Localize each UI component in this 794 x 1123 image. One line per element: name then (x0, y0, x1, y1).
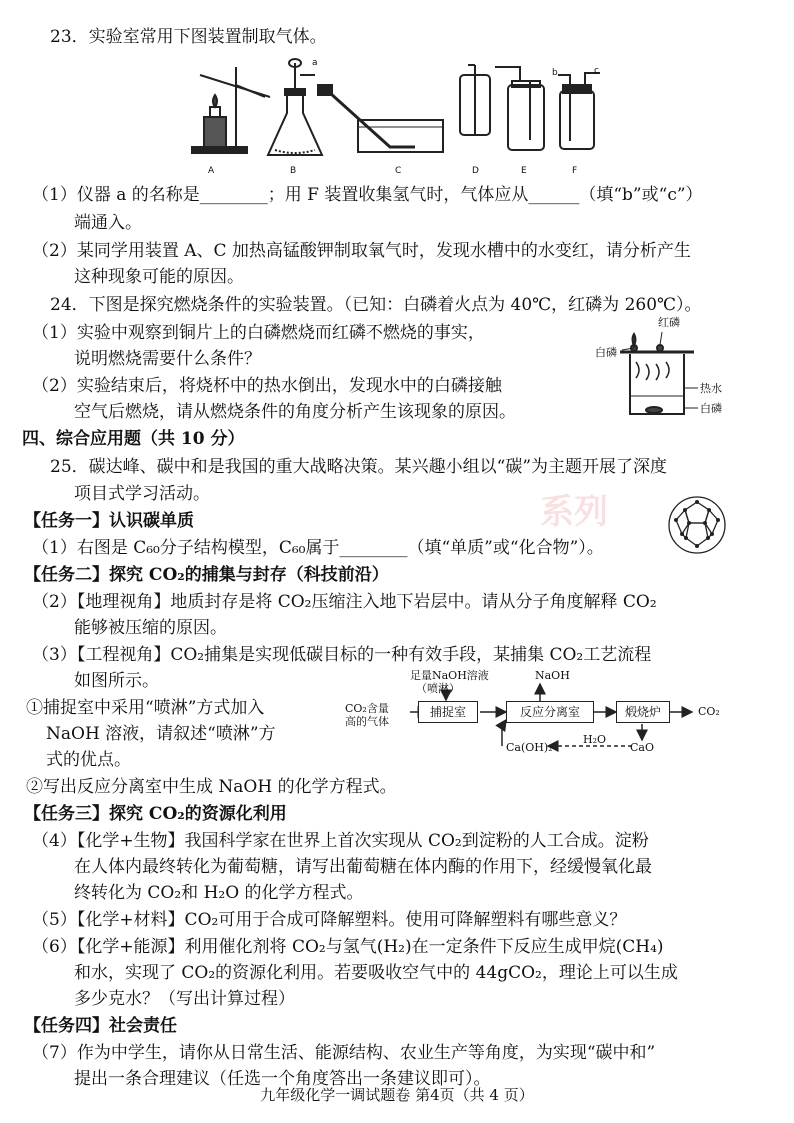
q23-part2-line1: （2）某同学用装置 A、C 加热高锰酸钾制取氧气时，发现水槽中的水变红，请分析产生 (32, 241, 691, 261)
q25-part2-line2: 能够被压缩的原因。 (74, 618, 227, 638)
q25-part1: （1）右图是 C₆₀分子结构模型，C₆₀属于________（填“单质”或“化合物”）。 (32, 538, 604, 558)
q24-stem: 24．下图是探究燃烧条件的实验装置。（已知：白磷着火点为 40℃，红磷为 260℃）。 (50, 295, 702, 315)
watermark: 系列 (540, 492, 608, 532)
label-small-a: a (312, 58, 318, 68)
flow-cao: CaO (630, 741, 654, 754)
q25-part7-line2: 提出一条合理建议（任选一个角度答出一条建议即可）。 (74, 1069, 491, 1089)
fig-white-phosphorus: 白磷 (595, 346, 617, 359)
flow-naoh-input-line2: （喷淋） (416, 682, 460, 695)
q23-stem: 23．实验室常用下图装置制取气体。 (50, 27, 327, 47)
q24-part2-line1: （2）实验结束后，将烧杯中的热水倒出，发现水中的白磷接触 (32, 376, 502, 396)
label-b: B (290, 166, 297, 176)
task2-title: 【任务二】探究 CO₂的捕集与封存（科技前沿） (24, 565, 389, 585)
q25-part3-q2: ②写出反应分离室中生成 NaOH 的化学方程式。 (26, 777, 397, 797)
flow-box-calciner: 煅烧炉 (616, 701, 670, 723)
label-small-b: b (552, 68, 558, 78)
q25-part4-line1: （4）【化学+生物】我国科学家在世界上首次实现从 CO₂到淀粉的人工合成。淀粉 (32, 831, 649, 851)
apparatus-b (268, 59, 322, 155)
q25-part4-line3: 终转化为 CO₂和 H₂O 的化学方程式。 (74, 883, 364, 903)
apparatus-a (192, 67, 270, 153)
label-d: D (472, 166, 479, 176)
task1-title: 【任务一】认识碳单质 (24, 511, 194, 531)
q25-part2-line1: （2）【地理视角】地质封存是将 CO₂压缩注入地下岩层中。请从分子角度解释 CO₂ (32, 592, 657, 612)
apparatus-d (460, 65, 490, 135)
apparatus-e (495, 67, 544, 150)
apparatus-f (558, 73, 600, 149)
label-small-c: c (594, 66, 599, 76)
q24-part1-line2: 说明燃烧需要什么条件？ (74, 349, 261, 369)
page-footer: 九年级化学一调试题卷 第4页（共 4 页） (260, 1086, 534, 1104)
flow-box-capture: 捕捉室 (418, 701, 478, 723)
q25-stem-line2: 项目式学习活动。 (74, 484, 210, 504)
q25-part7-line1: （7）作为中学生，请你从日常生活、能源结构、农业生产等角度，为实现“碳中和” (32, 1043, 656, 1063)
q25-part3-line1: （3）【工程视角】CO₂捕集是实现低碳目标的一种有效手段，某捕集 CO₂工艺流程 (32, 645, 652, 665)
q24-part1-line1: （1）实验中观察到铜片上的白磷燃烧而红磷不燃烧的事实， (32, 323, 485, 343)
q25-stem-line1: 25．碳达峰、碳中和是我国的重大战略决策。某兴趣小组以“碳”为主题开展了深度 (50, 457, 668, 477)
label-f: F (572, 166, 578, 176)
flow-source-line2: 高的气体 (345, 715, 389, 728)
q25-part4-line2: 在人体内最终转化为葡萄糖，请写出葡萄糖在体内酶的作用下，经缓慢氧化最 (74, 857, 652, 877)
q23-part1-line2: 端通入。 (74, 213, 142, 233)
q23-part2-line2: 这种现象可能的原因。 (74, 267, 244, 287)
q25-part6-line1: （6）【化学+能源】利用催化剂将 CO₂与氢气(H₂)在一定条件下反应生成甲烷(CH₄) (32, 937, 664, 957)
flow-naoh-input-line1: 足量NaOH溶液 (410, 669, 489, 682)
flow-box-separation: 反应分离室 (506, 701, 594, 723)
flow-source-line1: CO₂含量 (345, 702, 389, 715)
q25-part3-q1-line1: ①捕捉室中采用“喷淋”方式加入 (26, 698, 265, 718)
q25-part3-q1-line3: 式的优点。 (46, 750, 131, 770)
task3-title: 【任务三】探究 CO₂的资源化利用 (24, 804, 287, 824)
flow-co2-output: CO₂ (698, 705, 720, 718)
label-a: A (208, 166, 215, 176)
q25-part6-line3: 多少克水？（写出计算过程） (74, 989, 295, 1009)
label-e: E (521, 166, 527, 176)
section-title: 四、综合应用题（共 10 分） (22, 429, 245, 449)
q25-part3-q1-line2: NaOH 溶液，请叙述“喷淋”方 (46, 724, 276, 744)
fig-white-phosphorus-water: 白磷 (700, 402, 722, 415)
flow-h2o: H₂O (583, 733, 607, 746)
fig-red-phosphorus: 红磷 (658, 316, 680, 329)
fig-hot-water: 热水 (700, 382, 722, 395)
q24-part2-line2: 空气后燃烧，请从燃烧条件的角度分析产生该现象的原因。 (74, 402, 516, 422)
task4-title: 【任务四】社会责任 (24, 1016, 177, 1036)
flow-naoh-output: NaOH (535, 669, 570, 682)
q25-part5: （5）【化学+材料】CO₂可用于合成可降解塑料。使用可降解塑料有哪些意义？ (32, 910, 627, 930)
q25-part6-line2: 和水，实现了 CO₂的资源化利用。若要吸收空气中的 44gCO₂，理论上可以生成 (74, 963, 678, 983)
flow-caoh2: Ca(OH)₂ (506, 741, 553, 754)
combustion-figure (612, 318, 712, 422)
apparatus-c (318, 85, 443, 152)
q23-part1-line1: （1）仪器 a 的名称是________；用 F 装置收集氢气时，气体应从______（填“b”或“c”） (32, 185, 703, 205)
label-c: C (395, 166, 402, 176)
c60-model-figure (664, 494, 730, 556)
q25-part3-line2: 如图所示。 (74, 671, 159, 691)
